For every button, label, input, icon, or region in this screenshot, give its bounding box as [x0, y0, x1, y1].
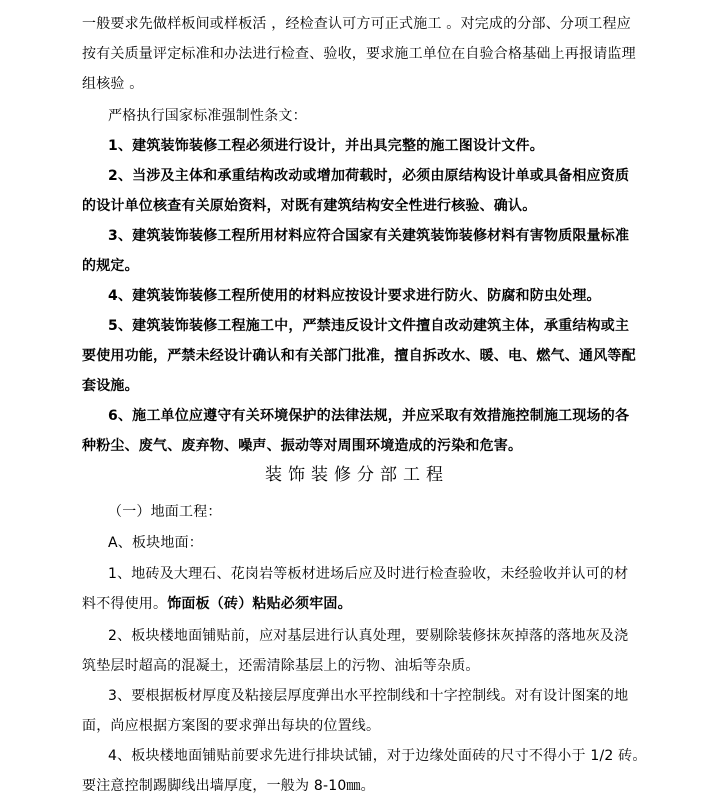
standard-item: 的设计单位核查有关原始资料，对既有建筑结构安全性进行核验、确认。 — [82, 198, 537, 214]
standard-item: 种粉尘、废气、废弃物、噪声、振动等对周围环境造成的污染和危害。 — [82, 438, 523, 454]
paragraph-line: 面，尚应根据方案图的要求弹出每块的位置线。 — [82, 718, 381, 734]
paragraph-line: 3、要根据板材厚度及粘接层厚度弹出水平控制线和十字控制线。对有设计图案的地 — [108, 688, 629, 704]
paragraph-line: 一般要求先做样板间或样板活 ，经检查认可方可正式施工 。对完成的分部、分项工程应 — [82, 16, 631, 32]
item-heading: A、板块地面： — [108, 535, 203, 551]
standard-item: 的规定。 — [82, 258, 139, 274]
standard-item: 套设施。 — [82, 378, 139, 394]
emphasis-text: 饰面板（砖）粘贴必须牢固。 — [167, 596, 352, 612]
paragraph-line: 组核验 。 — [82, 76, 144, 92]
paragraph-line: 筑垫层时超高的混凝土，还需清除基层上的污物、油垢等杂质。 — [82, 658, 480, 674]
paragraph-line — [0, 594, 714, 614]
paragraph-line: 1、地砖及大理石、花岗岩等板材进场后应及时进行检查验收，未经验收并认可的材 — [108, 566, 629, 582]
standards-intro: 严格执行国家标准强制性条文： — [108, 108, 307, 124]
standard-item: 6、施工单位应遵守有关环境保护的法律法规，并应采取有效措施控制施工现场的各 — [108, 408, 630, 424]
section-title: 装饰装修分部工程 — [265, 465, 449, 485]
standard-item: 要使用功能，严禁未经设计确认和有关部门批准，擅自拆改水、暖、电、燃气、通风等配 — [82, 348, 636, 364]
paragraph-line: 2、板块楼地面铺贴前，应对基层进行认真处理，要剔除装修抹灰掉落的落地灰及浇 — [108, 628, 629, 644]
standard-item: 5、建筑装饰装修工程施工中，严禁违反设计文件擅自改动建筑主体，承重结构或主 — [108, 318, 630, 334]
standard-item: 1、建筑装饰装修工程必须进行设计，并出具完整的施工图设计文件。 — [108, 138, 544, 154]
subsection-title: （一）地面工程： — [108, 504, 222, 520]
standard-item: 4、建筑装饰装修工程所使用的材料应按设计要求进行防火、防腐和防虫处理。 — [108, 288, 601, 304]
paragraph-line: 按有关质量评定标准和办法进行检查、验收，要求施工单位在自验合格基础上再报请监理 — [82, 46, 636, 62]
paragraph-line: 要注意控制踢脚线出墙厚度，一般为 8-10㎜。 — [82, 778, 375, 794]
paragraph-text: 料不得使用。 — [82, 596, 168, 612]
paragraph-line: 4、板块楼地面铺贴前要求先进行排块试铺，对于边缘处面砖的尺寸不得小于 1/2 砖。 — [108, 748, 647, 764]
standard-item: 3、建筑装饰装修工程所用材料应符合国家有关建筑装饰装修材料有害物质限量标准 — [108, 228, 630, 244]
standard-item: 2、当涉及主体和承重结构改动或增加荷载时，必须由原结构设计单或具备相应资质 — [108, 168, 630, 184]
